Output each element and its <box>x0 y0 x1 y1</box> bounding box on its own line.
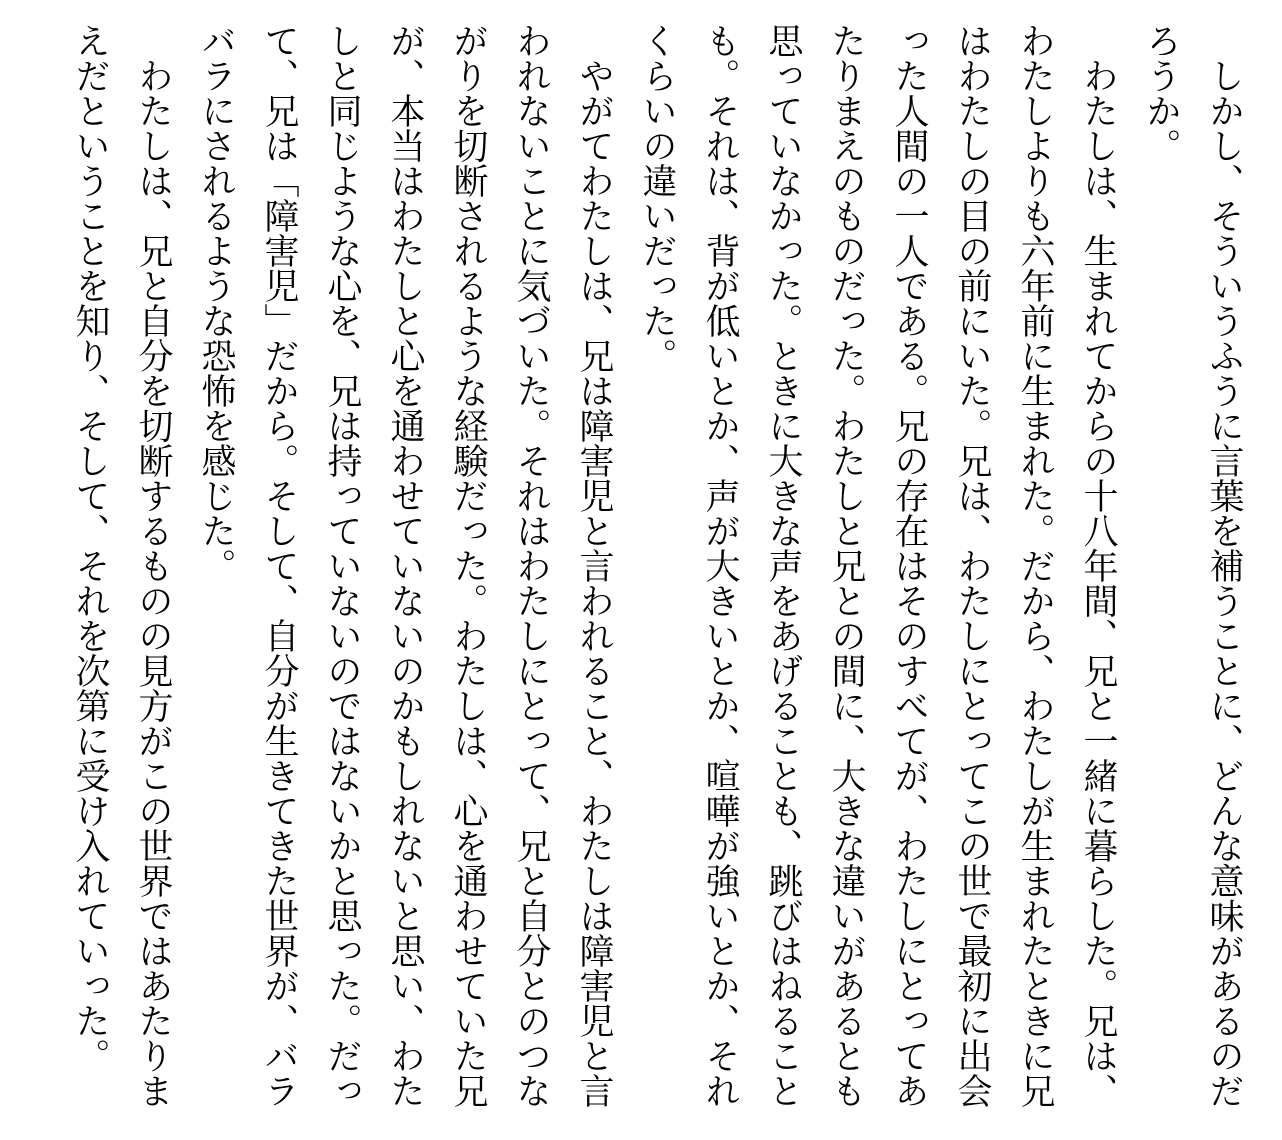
paragraph-3: やがてわたしは、兄は障害児と言われること、わたしは障害児と言われないことに気づいた。それはわたしにとって、兄と自分とのつながりを切断されるような経験だった。わたしは、心を通わせていた兄が、本当はわたしと心を通わせていないのかもしれないと思い、わたしと同じような心を、兄は持っていないのではないかと思った。だって、兄は「障害児」だから。そして、自分が生きてきた世界が、バラバラにされるような恐怖を感じた。 <box>196 23 614 1108</box>
paragraph-4: わたしは、兄と自分を切断するものの見方がこの世界ではあたりまえだということを知り、そして、それを次第に受け入れていった。 <box>70 23 173 1108</box>
vertical-text-body <box>20 23 1255 1117</box>
paragraph-2: わたしは、生まれてからの十八年間、兄と一緒に暮らした。兄は、わたしよりも六年前に生まれた。だから、わたしが生まれたときに兄はわたしの目の前にいた。兄は、わたしにとってこの世で最初に出会った人間の一人である。兄の存在はそのすべてが、わたしにとってあたりまえのものだった。わたしと兄との間に、大きな違いがあるとも思っていなかった。ときに大きな声をあげることも、跳びはねることも。それは、背が低いとか、声が大きいとか、喧嘩が強いとか、それくらいの違いだった。 <box>637 23 1118 1108</box>
paragraph-1: しかし、そういうふうに言葉を補うことに、どんな意味があるのだろうか。 <box>1141 23 1244 1108</box>
